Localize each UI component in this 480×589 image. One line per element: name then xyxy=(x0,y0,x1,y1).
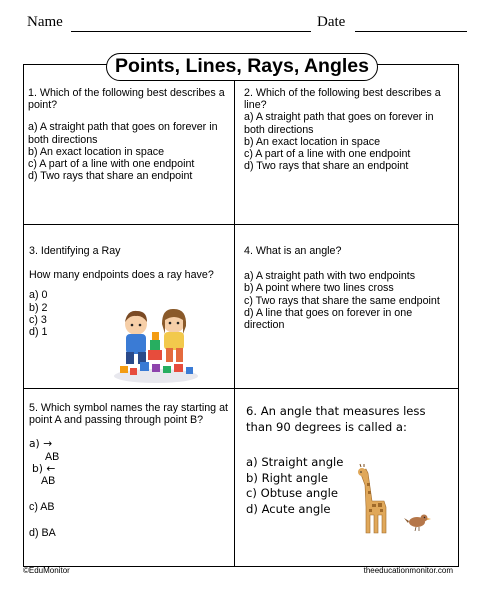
grid-divider-row-1 xyxy=(24,224,458,225)
question-4-option-a: a) A straight path with two endpoints xyxy=(244,270,416,283)
question-3-option-d: d) 1 xyxy=(29,326,48,339)
question-5-option-d: d) BA xyxy=(29,527,56,540)
grid-divider-vertical xyxy=(234,65,235,566)
question-6-option-b: b) Right angle xyxy=(246,470,328,485)
question-6-option-a: a) Straight angle xyxy=(246,455,344,470)
question-1 xyxy=(28,87,231,182)
question-5-option-a: a) → xyxy=(29,437,53,451)
question-5-option-b: b) ← xyxy=(32,461,56,475)
question-6-text: 6. An angle that measures less than 90 degrees is called a: xyxy=(246,404,426,434)
question-2-text: 2. Which of the following best describes a line? xyxy=(244,87,441,112)
question-4 xyxy=(244,245,452,331)
question-6 xyxy=(246,404,452,518)
question-1-option-a: a) A straight path that goes on forever in both directions xyxy=(28,121,218,146)
worksheet-header xyxy=(27,12,457,36)
page-title: Points, Lines, Rays, Angles xyxy=(115,55,369,77)
question-2-option-d: d) Two rays that share an endpoint xyxy=(244,160,409,173)
question-5 xyxy=(29,402,231,540)
question-3-heading: 3. Identifying a Ray xyxy=(29,245,121,257)
footer-website: theeducationmonitor.com xyxy=(363,566,453,575)
footer-copyright: ©EduMonitor xyxy=(23,566,70,575)
question-1-option-d: d) Two rays that share an endpoint xyxy=(28,170,193,183)
question-5-option-a-label: AB xyxy=(45,450,60,463)
question-2-option-a: a) A straight path that goes on forever in both directions xyxy=(244,111,434,136)
question-6-option-c: c) Obtuse angle xyxy=(246,486,338,501)
question-4-option-d: d) A line that goes on forever in one direction xyxy=(244,306,413,332)
question-3-option-c: c) 3 xyxy=(29,313,47,326)
question-4-option-b: b) A point where two lines cross xyxy=(244,282,394,295)
title-banner xyxy=(106,53,378,81)
question-2-option-c: c) A part of a line with one endpoint xyxy=(244,148,411,161)
question-3-option-b: b) 2 xyxy=(29,301,48,314)
question-5-option-c: c) AB xyxy=(29,501,55,514)
grid-divider-row-2 xyxy=(24,388,458,389)
question-5-text: 5. Which symbol names the ray starting at point A and passing through point B? xyxy=(29,402,228,427)
question-3-option-a: a) 0 xyxy=(29,289,48,302)
question-2-option-b: b) An exact location in space xyxy=(244,135,381,148)
giraffe-illustration xyxy=(352,463,392,537)
question-2 xyxy=(244,87,452,172)
question-5-option-b-label: AB xyxy=(41,475,56,488)
date-label: Date xyxy=(317,14,346,30)
question-1-option-c: c) A part of a line with one endpoint xyxy=(28,158,195,171)
question-3-text: How many endpoints does a ray have? xyxy=(29,269,214,282)
question-1-text: 1. Which of the following best describes a point? xyxy=(28,87,225,112)
date-field[interactable] xyxy=(355,31,467,32)
name-field[interactable] xyxy=(71,31,311,32)
question-1-option-b: b) An exact location in space xyxy=(28,145,165,158)
question-4-text: 4. What is an angle? xyxy=(244,245,342,257)
bird-illustration xyxy=(404,511,432,531)
question-4-option-c: c) Two rays that share the same endpoint xyxy=(244,294,440,307)
question-6-option-d: d) Acute angle xyxy=(246,501,331,516)
name-label: Name xyxy=(27,14,63,30)
kids-blocks-illustration xyxy=(110,300,202,384)
